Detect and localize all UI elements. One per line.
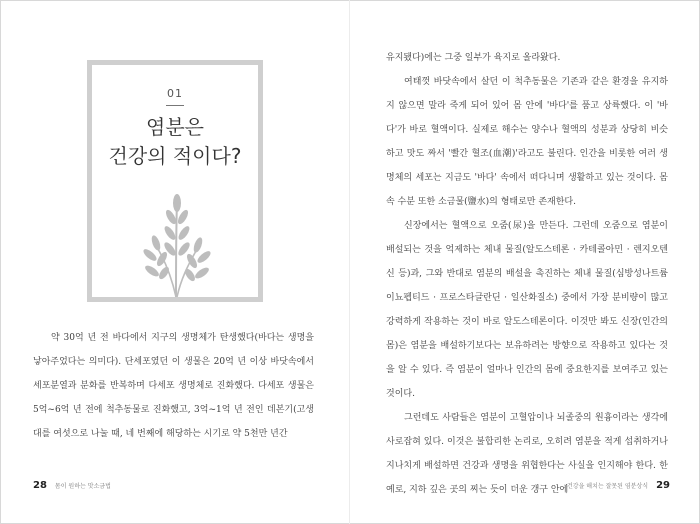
right-footer	[567, 480, 670, 491]
spread-fold	[349, 0, 350, 524]
left-running-head: 몸이 원하는 맛소금법	[54, 483, 111, 490]
right-page-body	[386, 46, 668, 502]
right-page-number: 29	[656, 480, 670, 491]
right-paragraph-3: 신장에서는 혈액으로 오줌(尿)을 만든다. 그런데 오줌으로 염분이 배설되는 것을 억제하는 체내 물질(알도스테론 · 카테콜아민 · 렌지오텐신 등)과, 그와 반대로 염분의 배설을 촉진하는 체내 물질(심방성나트륨이뇨펩티드 · 프로스타글란딘 · 일산화질소) 중에서 가장 분비량이 많고 강력하게 작용하는 것이 바로 알도스테론이다. 이것만 봐도 신장(인간의 몸)은 염분을 배설하기보다는 보유하려는 방향으로 작용하고 있다는 것을 알 수 있다. 즉 염분이 얼마나 인간의 몸에 중요한지를 보여주고 있는 것이다.	[386, 221, 668, 399]
chapter-title-line-2: 건강의 적이다?	[108, 144, 242, 168]
chapter-number-rule	[166, 105, 184, 106]
left-page-number: 28	[33, 480, 47, 491]
right-running-head: 건강을 해치는 잘못된 염분상식	[567, 483, 649, 490]
left-footer	[33, 480, 111, 491]
right-paragraph-2: 여태껏 바닷속에서 살던 이 척추동물은 기존과 같은 환경을 유지하지 않으면 말라 죽게 되어 있어 몸 안에 '바다'를 품고 상륙했다. 이 '바다'가 바로 혈액이다. 실제로 해수는 양수나 혈액의 성분과 상당히 비슷하고 맛도 짜서 '빨간 혈조(血潮)'라고도 불린다. 인간을 비롯한 여러 생명체의 세포는 지금도 '바다' 속에서 떠다니며 생활하고 있는 것이다. 몸속 수분 또한 소금물(鹽水)의 형태로만 존재한다.	[386, 77, 668, 207]
left-page-body	[33, 326, 314, 446]
chapter-title-line-1: 염분은	[146, 115, 204, 139]
left-paragraph-1: 약 30억 년 전 바다에서 지구의 생명체가 탄생했다(바다는 생명을 낳아주었다는 의미다). 단세포였던 이 생물은 20억 년 이상 바닷속에서 세포분열과 분화를 반복하며 다세포 생명체로 진화했다. 다세포 생물은 5억~6억 년 전에 척추동물로 진화했고, 3억~1억 년 전인 데본기(고생대를 여섯으로 나눌 때, 네 번째에 해당하는 시기로 약 5천만 년간	[33, 333, 314, 439]
chapter-card	[87, 60, 263, 302]
leaf-illustration	[136, 193, 216, 301]
right-paragraph-1: 유지됐다)에는 그중 일부가 육지로 올라왔다.	[386, 53, 561, 63]
chapter-number: 01	[167, 87, 183, 100]
chapter-title	[92, 113, 258, 171]
right-paragraph-4: 그런데도 사람들은 염분이 고혈압이나 뇌졸중의 원흉이라는 생각에 사로잡혀 있다. 이것은 불합리한 논리로, 오히려 염분을 적게 섭취하거나 지나치게 배설하면 건강과 생명을 위협한다는 사실을 인지해야 한다. 한 예로, 지하 깊은 곳의 찌는 듯이 더운 갱구 안에	[386, 413, 668, 495]
